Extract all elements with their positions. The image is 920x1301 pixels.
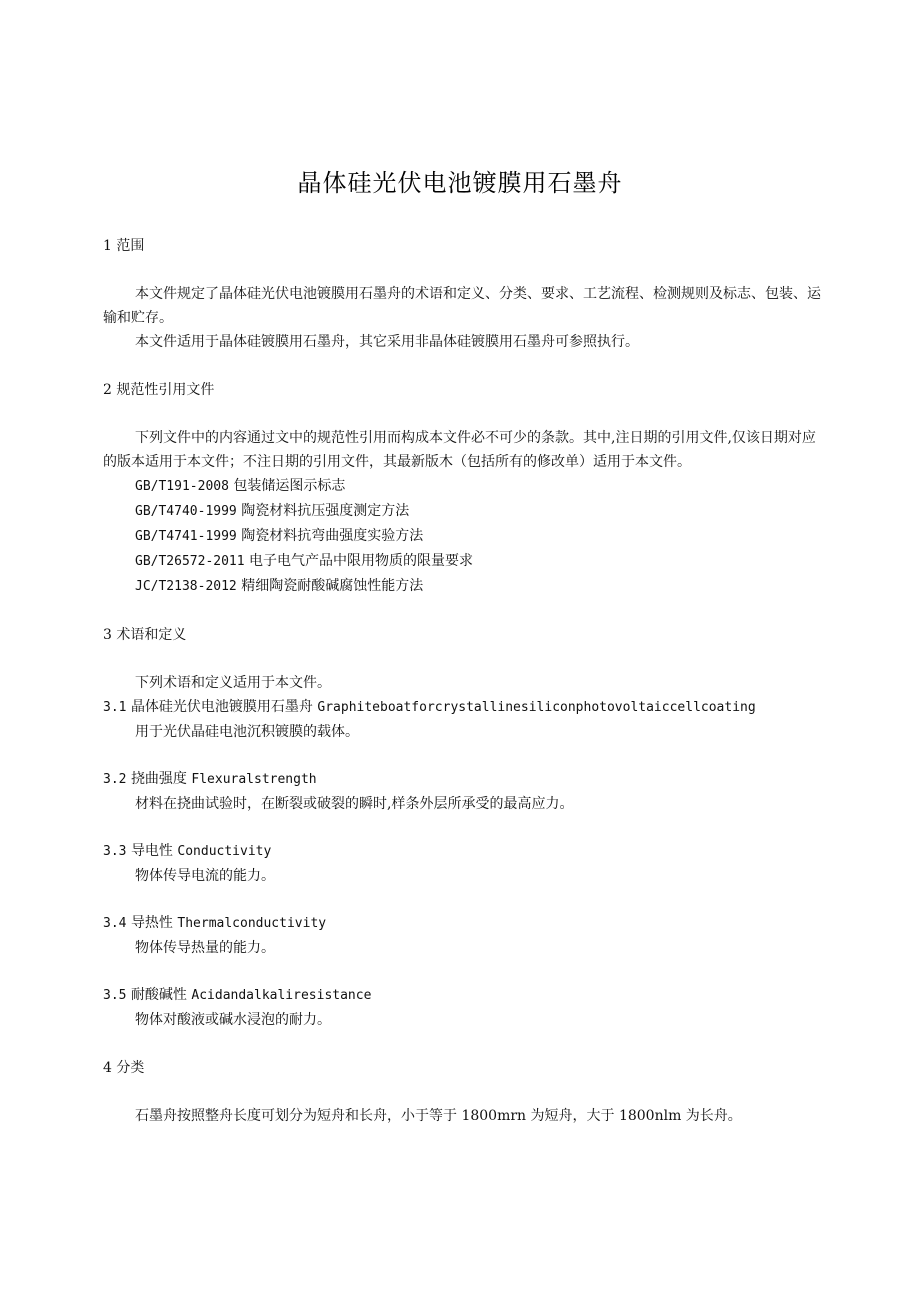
term-heading: [103, 983, 823, 1008]
section-1-para-2: 本文件适用于晶体硅镀膜用石墨舟，其它采用非晶体硅镀膜用石墨舟可参照执行。: [135, 334, 639, 350]
term-number: 3.1: [103, 700, 127, 715]
term-chinese: 晶体硅光伏电池镀膜用石墨舟: [130, 699, 313, 715]
term-chinese: 导热性: [130, 915, 173, 931]
reference-code: GB/T4740-1999: [135, 504, 237, 519]
term-english: Graphiteboatforcrystallinesiliconphotovoltaiccellcoating: [317, 700, 756, 715]
reference-item: [103, 574, 823, 599]
reference-title: 陶瓷材料抗弯曲强度实验方法: [241, 528, 424, 544]
reference-code: JC/T2138-2012: [135, 579, 237, 594]
section-1-para-1: 本文件规定了晶体硅光伏电池镀膜用石墨舟的术语和定义、分类、要求、工艺流程、检测规则及标志、包装、运输和贮存。: [103, 286, 821, 326]
term-definition: 物体传导热量的能力。: [135, 940, 275, 956]
term-chinese: 导电性: [130, 843, 173, 859]
document-body: [103, 234, 823, 1128]
reference-title: 包装储运图示标志: [233, 478, 346, 494]
reference-title: 电子电气产品中限用物质的限量要求: [249, 553, 474, 569]
reference-code: GB/T191-2008: [135, 479, 229, 494]
term-number: 3.5: [103, 988, 127, 1003]
section-1-heading: 1 范围: [103, 238, 145, 254]
term-heading: [103, 911, 823, 936]
term-english: Acidandalkaliresistance: [191, 988, 372, 1003]
term-heading: [103, 839, 823, 864]
reference-code: GB/T26572-2011: [135, 554, 245, 569]
section-4-heading: 4 分类: [103, 1060, 145, 1076]
term-number: 3.2: [103, 772, 127, 787]
reference-item: [103, 549, 823, 574]
term-heading: [103, 767, 823, 792]
reference-item: [103, 524, 823, 549]
section-3-intro: 下列术语和定义适用于本文件。: [135, 675, 331, 691]
section-2-heading: 2 规范性引用文件: [103, 382, 215, 398]
reference-title: 精细陶瓷耐酸碱腐蚀性能方法: [241, 578, 424, 594]
term-number: 3.3: [103, 844, 127, 859]
term-chinese: 耐酸碱性: [130, 987, 187, 1003]
term-chinese: 挠曲强度: [130, 771, 187, 787]
term-english: Flexuralstrength: [191, 772, 317, 787]
section-2-intro: 下列文件中的内容通过文中的规范性引用而构成本文件必不可少的条款。其中,注日期的引用文件,仅该日期对应的版本适用于本文件；不注日期的引用文件，其最新版木（包括所有的修改单）适用于本文件。: [103, 430, 816, 470]
term-definition: 物体对酸液或碱水浸泡的耐力。: [135, 1012, 331, 1028]
reference-title: 陶瓷材料抗压强度测定方法: [241, 503, 410, 519]
document-title: 晶体硅光伏电池镀膜用石墨舟: [297, 169, 623, 197]
term-english: Thermalconductivity: [177, 916, 327, 931]
reference-code: GB/T4741-1999: [135, 529, 237, 544]
term-definition: 用于光伏晶硅电池沉积镀膜的载体。: [135, 724, 359, 740]
section-4-para: 石墨舟按照整舟长度可划分为短舟和长舟，小于等于 1800mrn 为短舟，大于 1800nlm 为长舟。: [135, 1108, 742, 1124]
section-3-heading: 3 术语和定义: [103, 627, 187, 643]
term-heading: [103, 695, 823, 720]
term-number: 3.4: [103, 916, 127, 931]
term-definition: 物体传导电流的能力。: [135, 868, 275, 884]
term-english: Conductivity: [177, 844, 272, 859]
reference-item: [103, 499, 823, 524]
reference-item: [103, 474, 823, 499]
term-definition: 材料在挠曲试验时，在断裂或破裂的瞬时,样条外层所承受的最高应力。: [135, 796, 574, 812]
